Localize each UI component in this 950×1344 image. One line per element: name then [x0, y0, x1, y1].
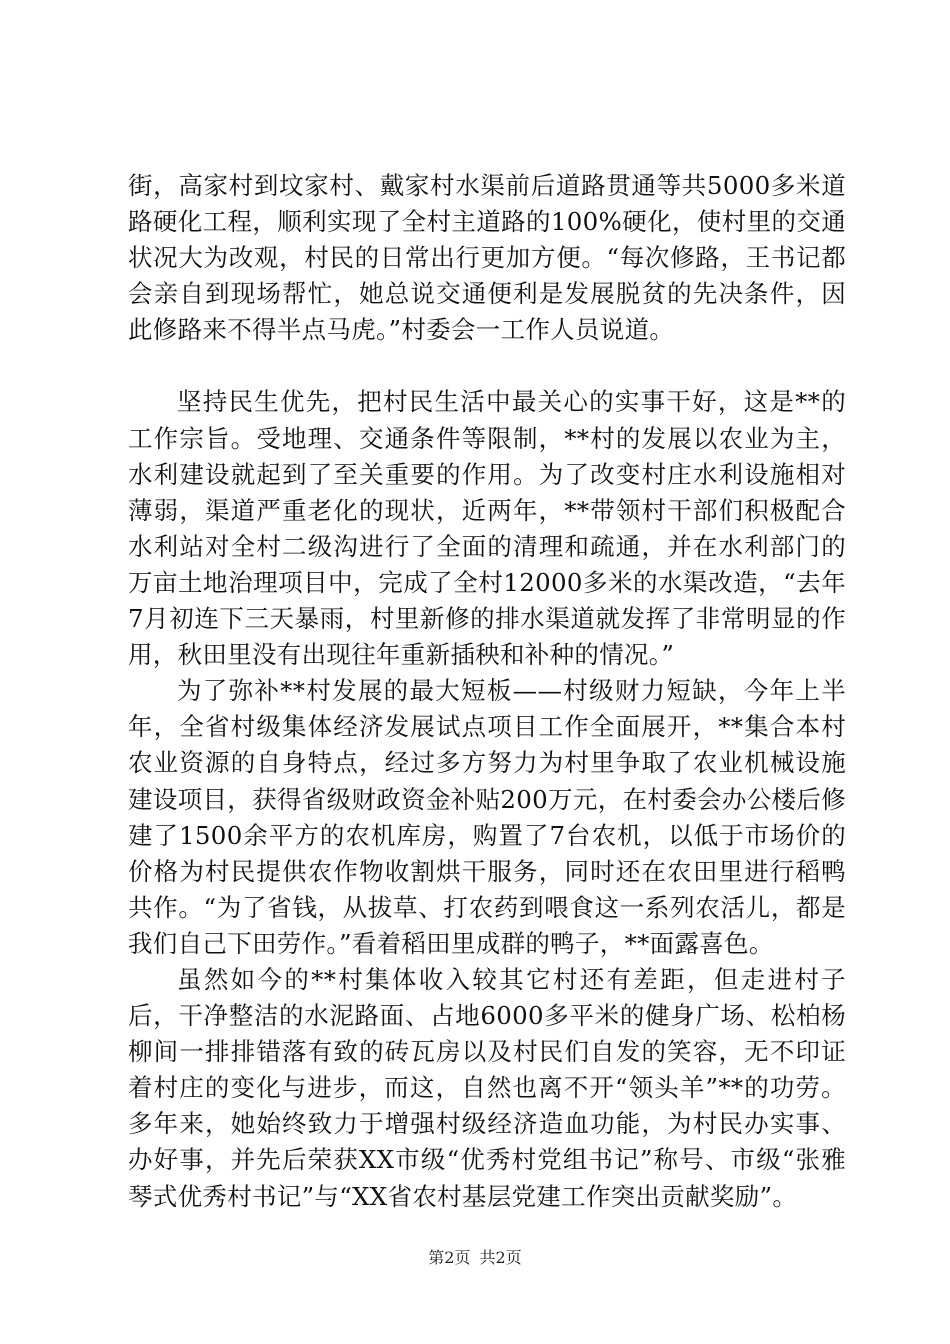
- document-body: [128, 168, 846, 1215]
- paragraph-road-hardening: 街，高家村到坟家村、戴家村水渠前后道路贯通等共5000多米道路硬化工程，顺利实现了全村主道路的100%硬化，使村里的交通状况大为改观，村民的日常出行更加方便。“每次修路，王书记都会亲自到现场帮忙，她总说交通便利是发展脱贫的先决条件，因此修路来不得半点马虎。”村委会一工作人员说道。: [128, 171, 846, 345]
- page-number-current: 第2页: [428, 1248, 471, 1267]
- paragraph-collective-economy: 为了弥补**村发展的最大短板——村级财力短缺，今年上半年，全省村级集体经济发展试点项目工作全面展开，**集合本村农业资源的自身特点，经过多方努力为村里争取了农业机械设施建设项目，获得省级财政资金补贴200万元，在村委会办公楼后修建了1500余平方的农机库房，购置了7台农机，以低于市场价的价格为村民提供农作物收割烘干服务，同时还在农田里进行稻鸭共作。“为了省钱，从拔草、打农药到喂食这一系列农活儿，都是我们自己下田劳作。”看着稻田里成群的鸭子，**面露喜色。: [128, 676, 846, 958]
- paragraph-spacer: [128, 348, 846, 384]
- paragraph-village-changes: 虽然如今的**村集体收入较其它村还有差距，但走进村子后，干净整洁的水泥路面、占地6000多平米的健身广场、松柏杨柳间一排排错落有致的砖瓦房以及村民们自发的笑容，无不印证着村庄的变化与进步，而这，自然也离不开“领头羊”**的功劳。多年来，她始终致力于增强村级经济造血功能，为村民办实事、办好事，并先后荣获XX市级“优秀村党组书记”称号、市级“张雅琴式优秀村书记”与“XX省农村基层党建工作突出贡献奖励”。: [128, 964, 846, 1211]
- page-footer: [0, 1245, 950, 1268]
- paragraph-water-conservancy: 坚持民生优先，把村民生活中最关心的实事干好，这是**的工作宗旨。受地理、交通条件等限制，**村的发展以农业为主，水利建设就起到了至关重要的作用。为了改变村庄水利设施相对薄弱，渠道严重老化的现状，近两年，**带领村干部们积极配合水利站对全村二级沟进行了全面的清理和疏通，并在水利部门的万亩土地治理项目中，完成了全村12000多米的水渠改造，“去年7月初连下三天暴雨，村里新修的排水渠道就发挥了非常明显的作用，秋田里没有出现往年重新插秧和补种的情况。”: [128, 387, 846, 670]
- page-number-total: 共2页: [479, 1248, 522, 1267]
